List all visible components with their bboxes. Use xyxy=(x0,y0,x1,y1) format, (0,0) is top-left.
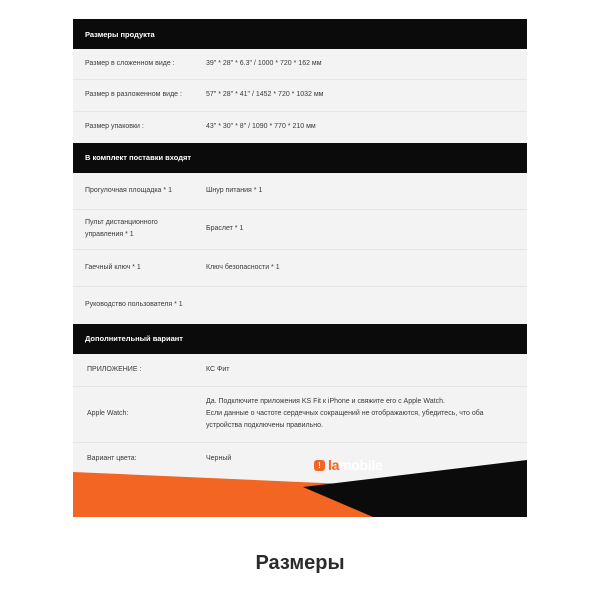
row-label-line: управления * 1 xyxy=(85,231,134,239)
spec-card xyxy=(73,19,527,517)
row-label xyxy=(73,217,206,241)
row-value-line: устройства подключены правильно. xyxy=(206,422,323,430)
row-value: Черный xyxy=(206,455,232,463)
row-value-line: Если данные о частоте сердечных сокращений не отображаются, убедитесь, что оба xyxy=(206,410,484,418)
table-row xyxy=(73,354,527,387)
section-package-contents xyxy=(73,143,527,324)
brand-logo xyxy=(314,457,382,473)
row-value: Шнур питания * 1 xyxy=(206,186,263,194)
row-value-line: Да. Подключите приложения KS Fit к iPhone и свяжите его с Apple Watch. xyxy=(206,398,445,406)
row-label: Руководство пользователя * 1 xyxy=(85,301,183,309)
brand-logo-text: lamobile xyxy=(328,457,383,473)
table-row xyxy=(73,49,527,80)
section-additional-option xyxy=(73,324,527,476)
table-row xyxy=(73,387,527,443)
row-label: Гаечный ключ * 1 xyxy=(85,263,141,271)
row-label: Apple Watch: xyxy=(87,410,129,418)
section-header: В комплект поставки входят xyxy=(73,143,527,173)
section-header: Размеры продукта xyxy=(73,19,527,49)
row-label: Прогулочная площадка * 1 xyxy=(85,186,172,194)
table-row xyxy=(73,250,527,287)
brand-banner xyxy=(73,458,527,517)
section-product-dimensions xyxy=(73,19,527,143)
row-value: Браслет * 1 xyxy=(206,225,244,233)
brand-logo-icon: ! xyxy=(314,460,325,471)
page-caption: Размеры xyxy=(255,552,345,574)
table-row xyxy=(73,80,527,111)
row-label: Размер упаковки : xyxy=(85,123,144,131)
row-value xyxy=(206,396,527,432)
row-value: КС Фит xyxy=(206,365,230,373)
row-label-line: Пульт дистанционного xyxy=(85,219,158,227)
row-value: 57" * 28" * 41" / 1452 * 720 * 1032 мм xyxy=(206,91,324,99)
row-label: ПРИЛОЖЕНИЕ : xyxy=(87,365,142,373)
row-value: 43" * 30" * 8" / 1090 * 770 * 210 мм xyxy=(206,123,316,131)
section-header: Дополнительный вариант xyxy=(73,324,527,354)
row-label: Размер в разложенном виде : xyxy=(85,91,182,99)
row-value: Ключ безопасности * 1 xyxy=(206,263,280,271)
row-label: Вариант цвета: xyxy=(87,455,137,463)
row-value: 39" * 28" * 6.3" / 1000 * 720 * 162 мм xyxy=(206,60,322,68)
row-label: Размер в сложенном виде : xyxy=(85,60,175,68)
table-row xyxy=(73,112,527,143)
table-row xyxy=(73,173,527,210)
table-row xyxy=(73,287,527,324)
table-row xyxy=(73,210,527,250)
